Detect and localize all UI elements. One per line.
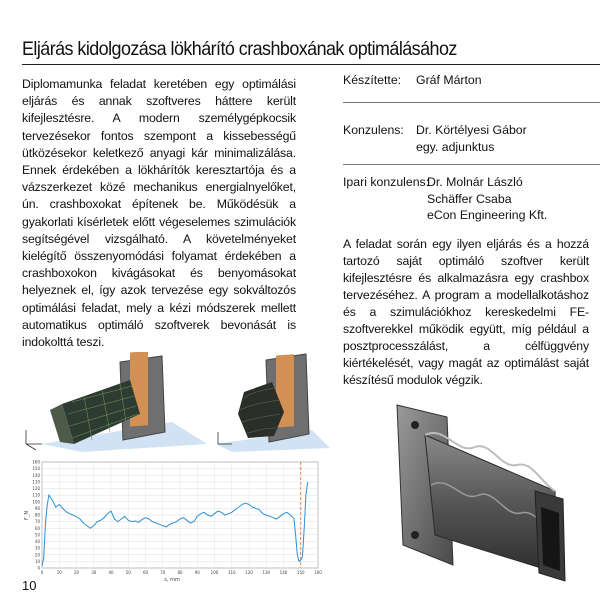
x-tick-label: 100: [210, 570, 219, 575]
x-tick-label: 120: [245, 570, 253, 575]
x-tick-labels: [41, 570, 322, 575]
y-tick-label: 10: [34, 558, 40, 564]
y-tick-label: 120: [32, 486, 40, 491]
y-tick-label: 40: [34, 539, 40, 544]
y-tick-label: 100: [32, 499, 40, 505]
y-tick-label: 110: [32, 492, 40, 498]
separator-1: [343, 102, 600, 103]
simulation-figure-deformed: [212, 352, 332, 452]
x-tick-label: 160: [314, 570, 322, 575]
y-tick-label: 80: [34, 512, 40, 518]
y-tick-label: 20: [34, 552, 40, 558]
y-tick-label: 160: [32, 459, 40, 465]
page-number: 10: [22, 578, 37, 593]
right-body-text: A feladat során egy ilyen eljárás és a hozzá tartozó saját optimáló szoftver került kifejlesztésre és alkalmazásra egy crashbox tervezéséhez. A program a modellalkotáshoz és a szimulációkhoz kereskedelmi FE-szoftverekkel működik együtt, míg például a posztprocesszálást, a célfüggvény kiértékelését, vagy magát az optimálást saját készítésű modulok végzik.: [343, 237, 589, 387]
industrial-label: Ipari konzulens:: [343, 175, 430, 189]
y-tick-label: 60: [34, 525, 40, 531]
industrial-company: eCon Engineering Kft.: [427, 208, 548, 222]
x-tick-label: 110: [227, 570, 236, 575]
left-body-text: Diplomamunka feladat keretében egy optimálási eljárás és annak szoftveres háttere került kifejlesztésre. A modern személygépkocsik tervezésekor fontos szempont a kissebességű ütközésekor keletkező anyagi kár minimalizálása. Ennek érdekében a lökhárítók keresztartója és a vázszerkezet közé mechanikus energialnyelőket, ún. crashboxokat építenek be. Működésük a gyakorlati kísérletek előtt végeselemes szimulációk segítségével vizsgálható. A követelményeket kielégítő összenyomódási folyamat érdekében a crashboxokon kivágásokat és benyomásokat helyeznek el, így azok tervezése egy sokváltozós optimálási feladat, mely a kézi módszerek mellett automatikus optimáló szoftverek bevonását is indokolttá teszi.: [22, 77, 296, 350]
x-tick-label: 0: [40, 570, 44, 575]
industrial-name-1: Dr. Molnár László: [427, 175, 523, 189]
y-tick-label: 50: [34, 532, 40, 538]
x-tick-label: 10: [56, 570, 62, 575]
x-tick-label: 70: [160, 570, 166, 575]
x-tick-label: 50: [125, 570, 131, 575]
y-tick-label: 0: [37, 565, 40, 571]
author-label: Készítette:: [343, 73, 402, 87]
y-tick-label: 130: [32, 479, 40, 485]
x-tick-label: 150: [296, 570, 305, 575]
advisor-title: egy. adjunktus: [416, 139, 495, 154]
y-tick-labels: [32, 460, 40, 571]
force-displacement-chart: [22, 458, 322, 582]
y-axis-label: F_N: [24, 510, 30, 520]
separator-2: [343, 164, 600, 165]
advisor-label: Konzulens:: [343, 123, 404, 137]
y-tick-label: 70: [34, 519, 40, 525]
y-tick-label: 90: [34, 505, 40, 511]
x-tick-label: 40: [108, 570, 114, 575]
industrial-advisor-block: [343, 174, 600, 224]
x-tick-label: 80: [177, 570, 183, 575]
author-name: Gráf Márton: [416, 73, 482, 87]
chart-svg: [22, 458, 322, 582]
x-tick-label: 30: [91, 570, 97, 575]
advisor-block: [343, 122, 600, 156]
x-tick-label: 90: [194, 570, 200, 575]
y-tick-label: 150: [32, 466, 40, 472]
y-tick-label: 30: [34, 545, 40, 551]
x-tick-label: 140: [279, 570, 288, 575]
crashbox-render: [385, 395, 585, 595]
x-tick-label: 60: [142, 570, 149, 575]
industrial-name-2: Schäffer Csaba: [427, 191, 512, 206]
y-tick-label: 140: [32, 472, 40, 478]
x-tick-label: 20: [73, 570, 80, 575]
simulation-figure-initial: [22, 352, 212, 452]
advisor-name: Dr. Körtélyesi Gábor: [416, 123, 527, 137]
x-axis-label: s, mm: [164, 577, 180, 582]
author-block: [343, 72, 600, 92]
page-title: Eljárás kidolgozása lökhárító crashboxának optimálásához: [22, 38, 457, 60]
title-rule: [22, 64, 600, 65]
x-tick-label: 130: [262, 570, 271, 575]
